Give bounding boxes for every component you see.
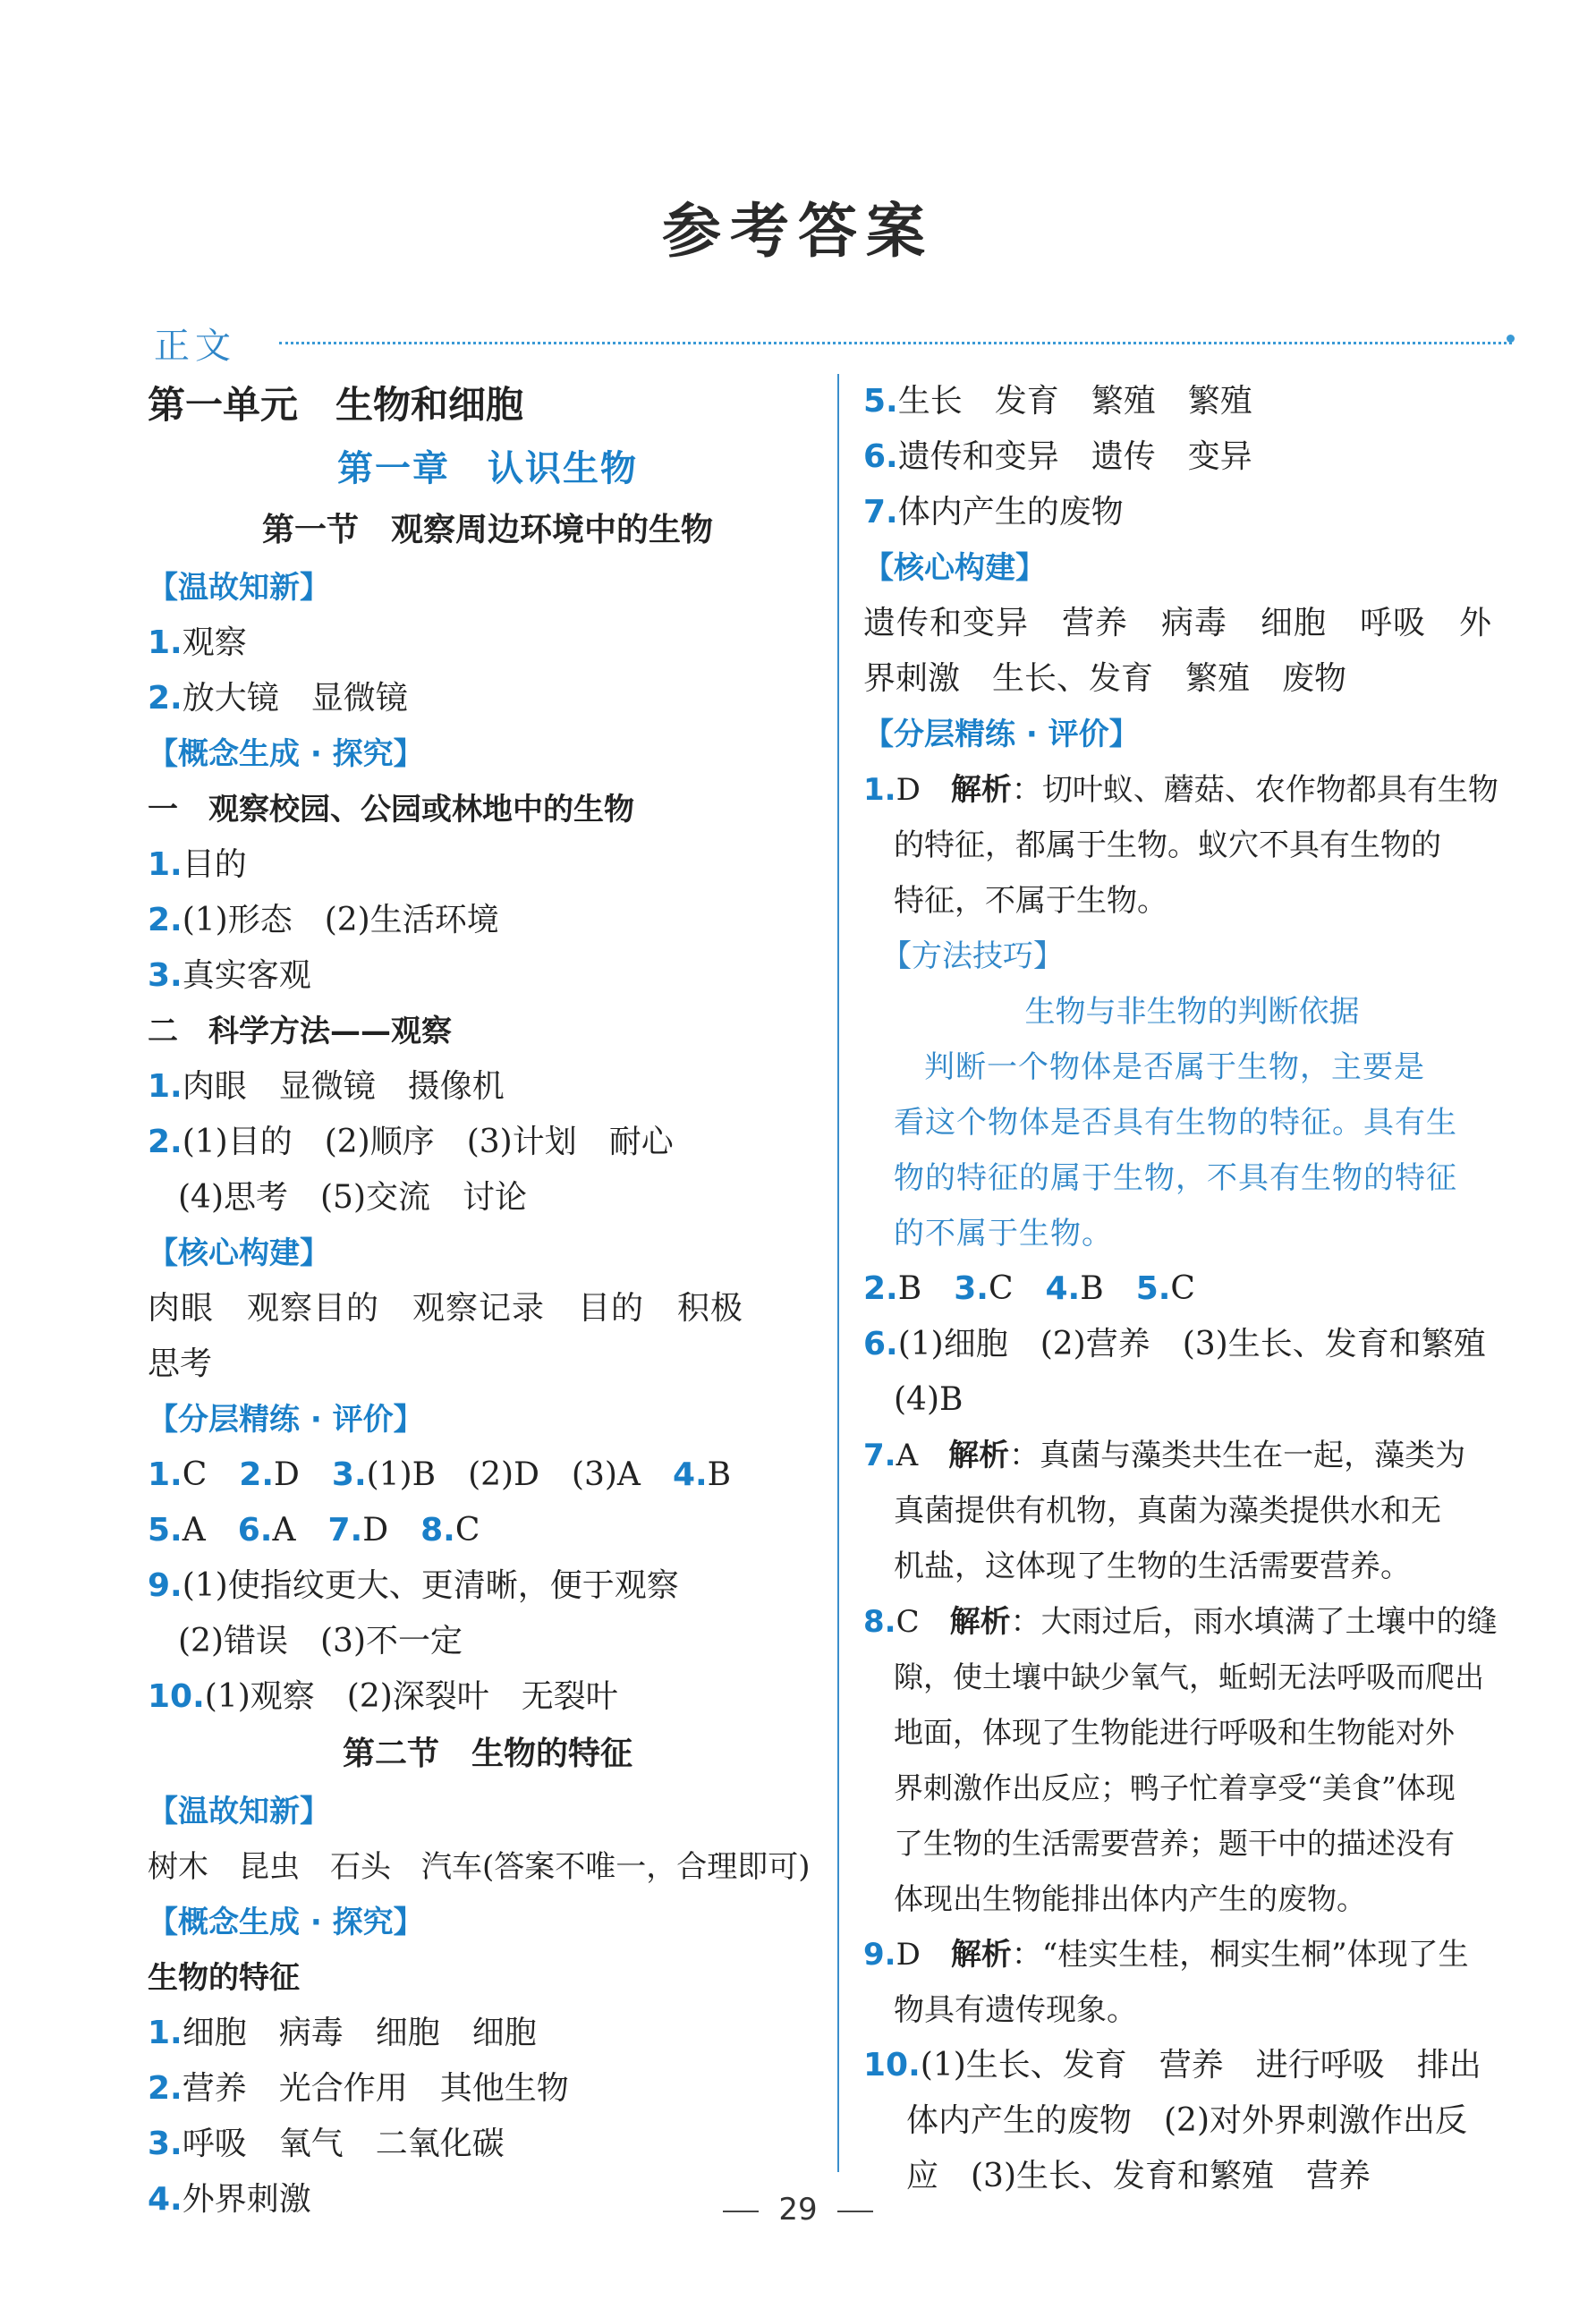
tip-text: 物的特征的属于生物，不具有生物的特征	[894, 1160, 1457, 1196]
answer-line: 体内产生的废物 (2)对外界刺激作出反	[906, 2102, 1467, 2139]
answer-line: 2.放大镜 显微镜	[148, 680, 408, 717]
answer-line: 隙，使土壤中缺少氧气，蚯蚓无法呼吸而爬出	[894, 1659, 1484, 1694]
answer-line: 遗传和变异 营养 病毒 细胞 呼吸 外	[863, 605, 1493, 641]
answer-line: 体现出生物能排出体内产生的废物。	[894, 1881, 1366, 1916]
answer-line: 9.D 解析：“桂实生桂，桐实生桐”体现了生	[863, 1937, 1469, 1973]
heading-layer: 【分层精练 · 评价】	[148, 1402, 424, 1438]
answer-line: 了生物的生活需要营养；题干中的描述没有	[894, 1826, 1455, 1861]
answer-line: 机盐，这体现了生物的生活需要营养。	[894, 1549, 1411, 1584]
heading-concept: 【概念生成 · 探究】	[148, 1905, 424, 1940]
answer-line: 10.(1)观察 (2)深裂叶 无裂叶	[148, 1678, 618, 1715]
heading-review: 【温故知新】	[148, 1794, 330, 1829]
answer-line: 9.(1)使指纹更大、更清晰，便于观察	[148, 1567, 679, 1604]
answer-line: 7.A 解析：真菌与藻类共生在一起，藻类为	[863, 1438, 1466, 1473]
answer-line: 6.(1)细胞 (2)营养 (3)生长、发育和繁殖	[863, 1326, 1486, 1362]
subheading: 二 科学方法——观察	[148, 1014, 452, 1049]
answer-line: 2.B 3.C 4.B 5.C	[863, 1270, 1195, 1307]
answer-line: 8.C 解析：大雨过后，雨水填满了土壤中的缝	[863, 1604, 1498, 1640]
left-column	[148, 374, 828, 2228]
answer-line: 2.(1)形态 (2)生活环境	[148, 902, 499, 938]
answer-line: 3.呼吸 氧气 二氧化碳	[148, 2126, 505, 2162]
answer-line: 界刺激 生长、发育 繁殖 废物	[863, 660, 1347, 697]
answer-line: 应 (3)生长、发育和繁殖 营养	[906, 2158, 1371, 2194]
answer-line: 5.A 6.A 7.D 8.C	[148, 1512, 480, 1549]
heading-core: 【核心构建】	[148, 1235, 330, 1271]
answer-line: 1.观察	[148, 624, 247, 661]
answer-line: 2.营养 光合作用 其他生物	[148, 2070, 569, 2107]
answer-line: 思考	[148, 1345, 213, 1382]
answer-line: 肉眼 观察目的 观察记录 目的 积极	[148, 1290, 744, 1327]
tip-text: 的不属于生物。	[894, 1216, 1113, 1252]
tip-text: 看这个物体是否具有生物的特征。具有生	[894, 1105, 1457, 1141]
answer-line: 真菌提供有机物，真菌为藻类提供水和无	[894, 1493, 1441, 1529]
page-number: 29	[0, 2192, 1596, 2228]
answer-line: 界刺激作出反应；鸭子忙着享受“美食”体现	[894, 1770, 1456, 1805]
answer-line: 特征，不属于生物。	[894, 883, 1167, 919]
subheading: 生物的特征	[148, 1960, 300, 1996]
answer-line: 1.肉眼 显微镜 摄像机	[148, 1068, 505, 1105]
dot-end-icon	[1507, 335, 1515, 343]
section-tag: 正文	[154, 326, 236, 367]
answer-line: 1.目的	[148, 846, 247, 883]
heading-core: 【核心构建】	[863, 550, 1046, 586]
answer-line: 3.真实客观	[148, 957, 311, 994]
right-column	[863, 374, 1521, 2204]
answer-line: 10.(1)生长、发育 营养 进行呼吸 排出	[863, 2047, 1481, 2084]
column-divider	[837, 374, 839, 2172]
answer-line: 1.细胞 病毒 细胞 细胞	[148, 2015, 537, 2051]
answer-line: 的特征，都属于生物。蚁穴不具有生物的	[894, 828, 1441, 863]
answer-line: (2)错误 (3)不一定	[178, 1623, 463, 1659]
answer-line: 5.生长 发育 繁殖 繁殖	[863, 383, 1252, 420]
answer-line: 物具有遗传现象。	[894, 1992, 1137, 2028]
heading-review: 【温故知新】	[148, 570, 330, 606]
answer-line: (4)思考 (5)交流 讨论	[178, 1179, 527, 1216]
answer-line: 地面，体现了生物能进行呼吸和生物能对外	[894, 1715, 1455, 1750]
answer-line: 1.D 解析：切叶蚁、蘑菇、农作物都具有生物	[863, 772, 1498, 808]
subheading: 一 观察校园、公园或林地中的生物	[148, 792, 634, 828]
heading-layer: 【分层精练 · 评价】	[863, 717, 1140, 752]
page-title: 参考答案	[662, 197, 934, 266]
section-title: 第二节 生物的特征	[342, 1736, 632, 1772]
unit-title: 第一单元 生物和细胞	[148, 383, 524, 427]
dotted-rule	[279, 342, 1512, 344]
answer-line: (4)B	[894, 1381, 964, 1418]
heading-concept: 【概念生成 · 探究】	[148, 736, 424, 772]
tip-title: 生物与非生物的判断依据	[1024, 994, 1360, 1030]
chapter-title: 第一章 认识生物	[337, 448, 638, 489]
answer-line: 7.体内产生的废物	[863, 494, 1124, 530]
answer-line: 4.外界刺激	[148, 2181, 311, 2218]
tip-heading: 【方法技巧】	[881, 938, 1064, 974]
tip-text: 判断一个物体是否属于生物，主要是	[924, 1049, 1425, 1085]
answer-line: 1.C 2.D 3.(1)B (2)D (3)A 4.B	[148, 1456, 732, 1493]
answer-line: 树木 昆虫 石头 汽车(答案不唯一，合理即可)	[148, 1849, 811, 1885]
answer-line: 6.遗传和变异 遗传 变异	[863, 438, 1252, 475]
answer-line: 2.(1)目的 (2)顺序 (3)计划 耐心	[148, 1124, 674, 1160]
section-title: 第一节 观察周边环境中的生物	[261, 512, 713, 548]
